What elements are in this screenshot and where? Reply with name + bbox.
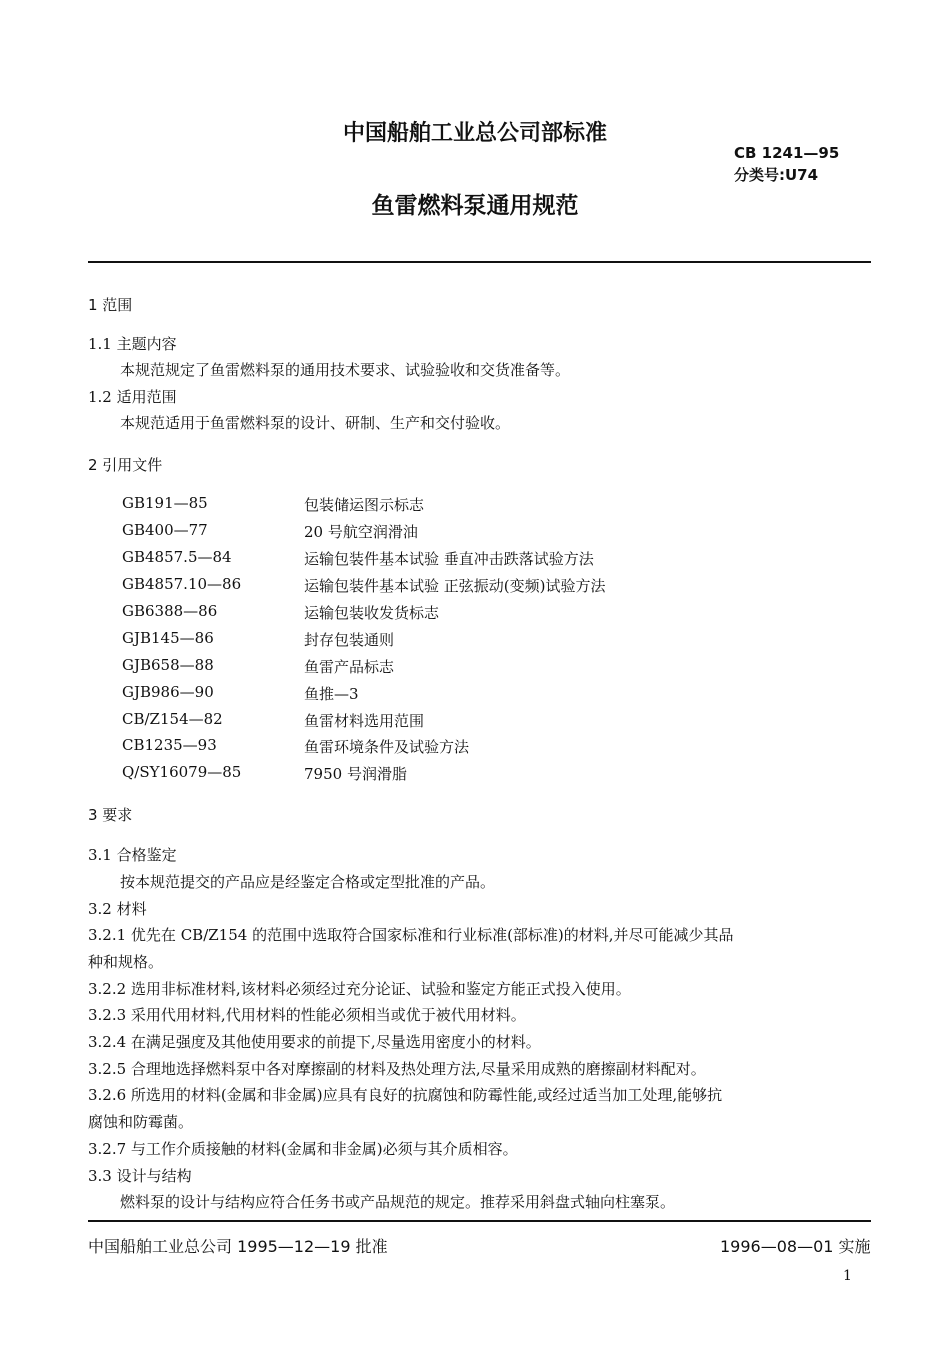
header-divider bbox=[88, 261, 871, 263]
section-3-3-heading: 3.3 设计与结构 bbox=[88, 1167, 192, 1185]
document-title: 鱼雷燃料泵通用规范 bbox=[371, 193, 579, 219]
clause-3-2-6: 3.2.6 所选用的材料(金属和非金属)应具有良好的抗腐蚀和防霉性能,或经过适当加工处理,能够抗 bbox=[88, 1086, 723, 1104]
clause-3-2-5: 3.2.5 合理地选择燃料泵中各对摩擦副的材料及热处理方法,尽量采用成熟的磨擦副材料配对。 bbox=[88, 1060, 706, 1078]
standard-code: CB 1241—95 bbox=[734, 144, 840, 162]
clause-3-2-3: 3.2.3 采用代用材料,代用材料的性能必须相当或优于被代用材料。 bbox=[88, 1006, 526, 1024]
reference-title: 运输包装收发货标志 bbox=[304, 604, 440, 622]
reference-title: 鱼推—3 bbox=[304, 685, 359, 703]
section-2-heading: 2 引用文件 bbox=[88, 456, 163, 474]
section-3-heading: 3 要求 bbox=[88, 806, 133, 824]
clause-3-2-2: 3.2.2 选用非标准材料,该材料必须经过充分论证、试验和鉴定方能正式投入使用。 bbox=[88, 980, 631, 998]
section-1-2-text: 本规范适用于鱼雷燃料泵的设计、研制、生产和交付验收。 bbox=[120, 414, 511, 432]
section-1-heading: 1 范围 bbox=[88, 296, 133, 314]
section-1-2-heading: 1.2 适用范围 bbox=[88, 388, 177, 406]
reference-code: CB1235—93 bbox=[122, 736, 217, 754]
organization-header: 中国船舶工业总公司部标准 bbox=[342, 121, 607, 146]
reference-code: GB6388—86 bbox=[122, 602, 218, 620]
clause-3-2-7: 3.2.7 与工作介质接触的材料(金属和非金属)必须与其介质相容。 bbox=[88, 1140, 518, 1158]
reference-code: GJB145—86 bbox=[122, 629, 214, 647]
reference-code: GJB658—88 bbox=[122, 656, 214, 674]
section-3-2-heading: 3.2 材料 bbox=[88, 900, 147, 918]
reference-title: 鱼雷环境条件及试验方法 bbox=[304, 738, 470, 756]
page-number: 1 bbox=[843, 1268, 852, 1284]
reference-code: GJB986—90 bbox=[122, 683, 214, 701]
reference-title: 运输包装件基本试验 垂直冲击跌落试验方法 bbox=[304, 550, 594, 568]
reference-title: 鱼雷产品标志 bbox=[304, 658, 395, 676]
reference-title: 包装储运图示标志 bbox=[304, 496, 425, 514]
implementation-date: 1996—08—01 实施 bbox=[720, 1237, 871, 1256]
approval-line: 中国船舶工业总公司 1995—12—19 批准 bbox=[88, 1237, 388, 1256]
reference-code: GB4857.10—86 bbox=[122, 575, 242, 593]
clause-3-2-4: 3.2.4 在满足强度及其他使用要求的前提下,尽量选用密度小的材料。 bbox=[88, 1033, 541, 1051]
section-3-1-heading: 3.1 合格鉴定 bbox=[88, 846, 177, 864]
clause-3-2-1: 3.2.1 优先在 CB/Z154 的范围中选取符合国家标准和行业标准(部标准)的材料,并尽可能减少其品 bbox=[88, 926, 734, 944]
reference-code: GB4857.5—84 bbox=[122, 548, 232, 566]
reference-title: 运输包装件基本试验 正弦振动(变频)试验方法 bbox=[304, 577, 606, 595]
clause-3-2-1-continued: 种和规格。 bbox=[88, 953, 164, 971]
section-1-1-text: 本规范规定了鱼雷燃料泵的通用技术要求、试验验收和交货准备等。 bbox=[120, 361, 571, 379]
clause-3-2-6-continued: 腐蚀和防霉菌。 bbox=[88, 1113, 194, 1131]
reference-title: 20 号航空润滑油 bbox=[304, 523, 418, 541]
reference-title: 封存包装通则 bbox=[304, 631, 395, 649]
classification-number: 分类号:U74 bbox=[734, 166, 819, 184]
section-3-1-text: 按本规范提交的产品应是经鉴定合格或定型批准的产品。 bbox=[120, 873, 496, 891]
reference-code: GB191—85 bbox=[122, 494, 208, 512]
section-1-1-heading: 1.1 主题内容 bbox=[88, 335, 177, 353]
section-3-3-text: 燃料泵的设计与结构应符合任务书或产品规范的规定。推荐采用斜盘式轴向柱塞泵。 bbox=[120, 1193, 676, 1211]
reference-code: GB400—77 bbox=[122, 521, 208, 539]
reference-code: Q/SY16079—85 bbox=[122, 763, 242, 781]
reference-title: 7950 号润滑脂 bbox=[304, 765, 407, 783]
reference-code: CB/Z154—82 bbox=[122, 710, 223, 728]
reference-title: 鱼雷材料选用范围 bbox=[304, 712, 425, 730]
footer-divider bbox=[88, 1220, 871, 1222]
